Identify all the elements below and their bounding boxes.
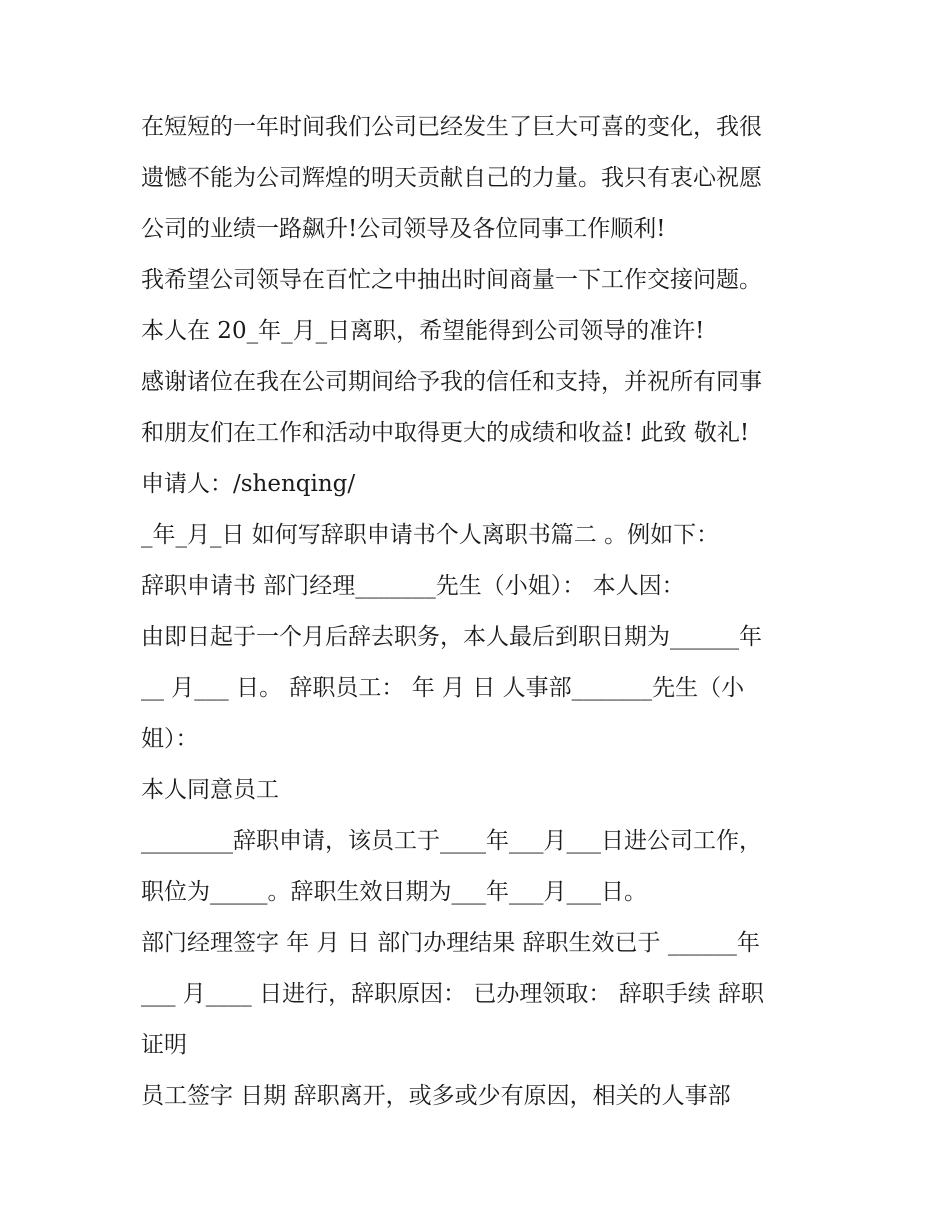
text-line-20: 员工签字 日期 辞职离开，或多或少有原因，相关的人事部 — [141, 1083, 731, 1109]
text-line-11: 由即日起于一个月后辞去职务，本人最后到职日期为______年 — [141, 624, 762, 650]
text-line-14: 本人同意员工 — [141, 777, 279, 803]
text-line-18: ___ 月____ 日进行，辞职原因： 已办理领取： 辞职手续 辞职 — [141, 981, 765, 1007]
text-line-16: 职位为_____。辞职生效日期为___年___月___日。 — [141, 879, 647, 905]
text-line-17: 部门经理签字 年 月 日 部门办理结果 辞职生效已于 ______年 — [141, 930, 760, 956]
document-body — [141, 102, 813, 1122]
text-line-13: 姐）： — [141, 726, 199, 752]
text-line-7: 和朋友们在工作和活动中取得更大的成绩和收益! 此致 敬礼! — [141, 420, 750, 446]
text-line-2: 遗憾不能为公司辉煌的明天贡献自己的力量。我只有衷心祝愿 — [141, 165, 762, 191]
text-line-19: 证明 — [141, 1032, 187, 1058]
text-line-4: 我希望公司领导在百忙之中抽出时间商量一下工作交接问题。 — [141, 267, 762, 293]
text-line-6: 感谢诸位在我在公司期间给予我的信任和支持，并祝所有同事 — [141, 369, 762, 395]
text-line-1: 在短短的一年时间我们公司已经发生了巨大可喜的变化，我很 — [141, 114, 762, 140]
text-line-15: ________辞职申请，该员工于____年___月___日进公司工作， — [141, 828, 762, 854]
text-line-9: _年_月_日 如何写辞职申请书个人离职书篇二 。例如下： — [141, 522, 720, 548]
text-line-3: 公司的业绩一路飙升!公司领导及各位同事工作顺利! — [141, 216, 666, 242]
text-line-12: __ 月___ 日。 辞职员工： 年 月 日 人事部_______先生（小 — [141, 675, 745, 701]
text-line-8: 申请人：/shenqing/ — [141, 471, 356, 497]
text-line-10: 辞职申请书 部门经理_______先生（小姐）： 本人因： — [141, 573, 685, 599]
text-line-5: 本人在 20_年_月_日离职，希望能得到公司领导的准许! — [141, 318, 705, 344]
